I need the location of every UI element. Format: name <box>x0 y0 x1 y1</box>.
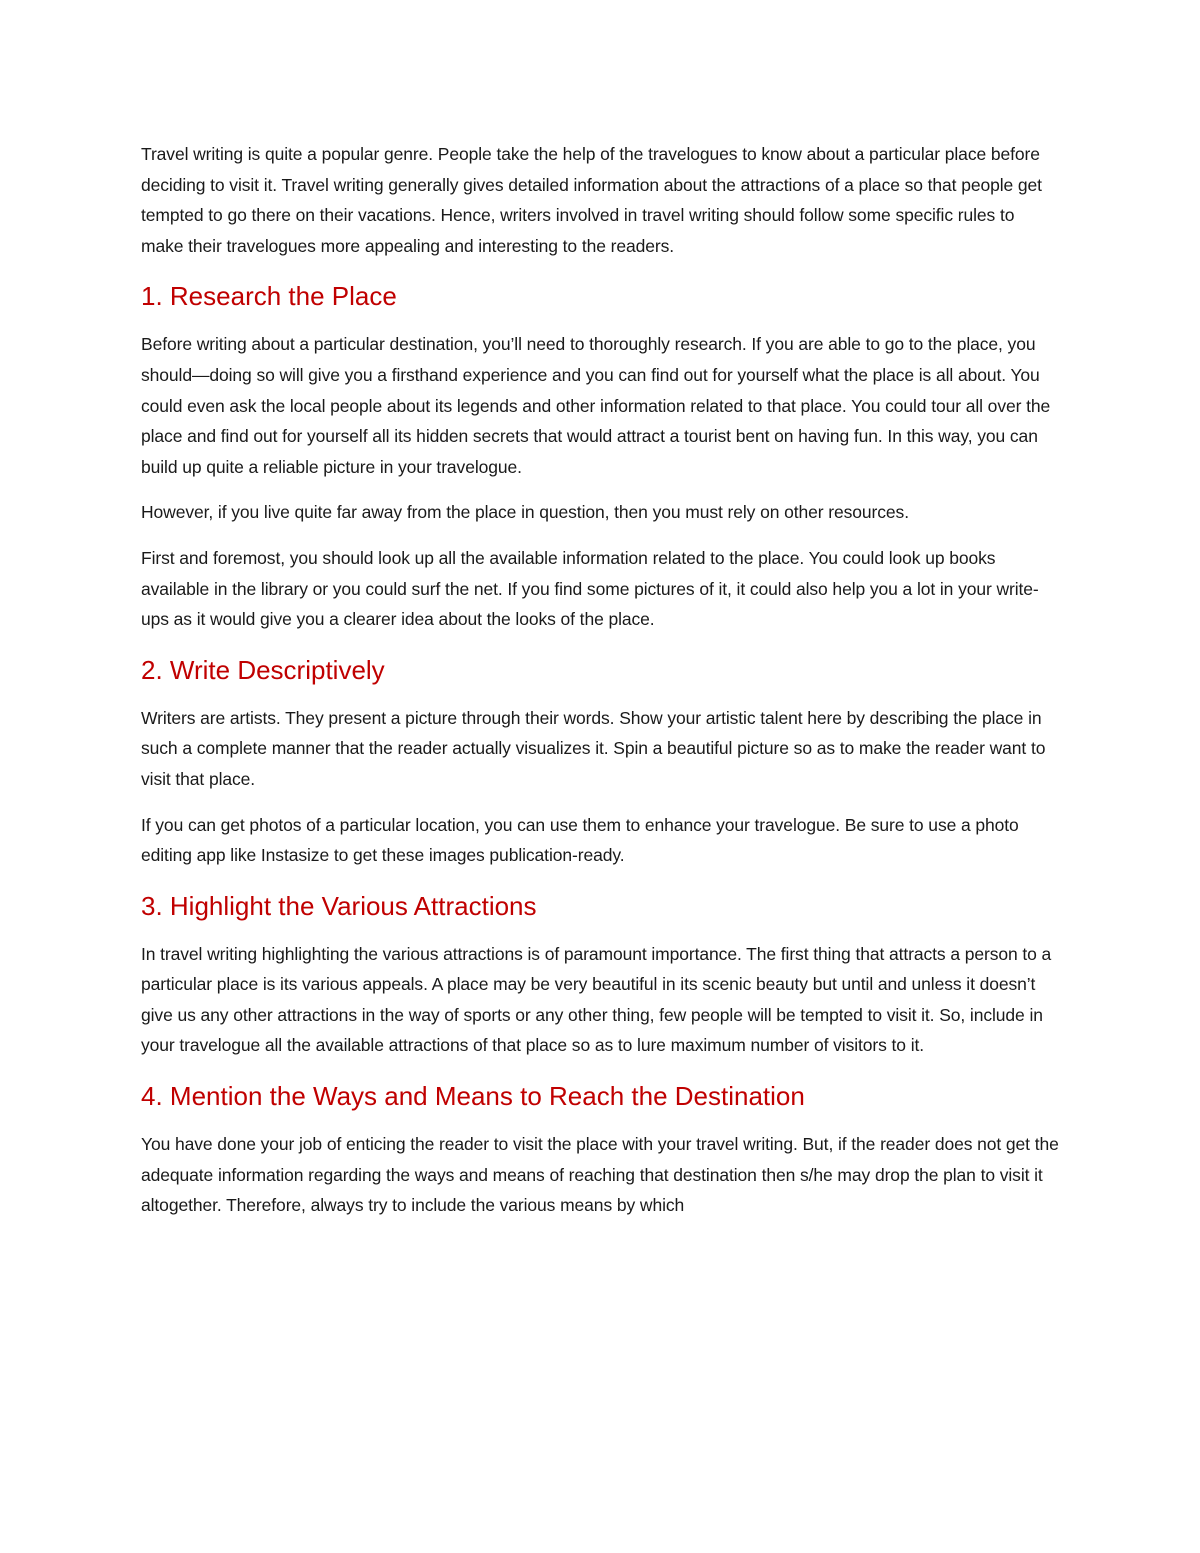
research-paragraph-1: Before writing about a particular destination, you’ll need to thoroughly research. If you are able to go to the place, you should—doing so will give you a firsthand experience and you can find out for yourself what the place is all about. You could even ask the local people about its legends and other information related to that place. You could tour all over the place and find out for yourself all its hidden secrets that would attract a tourist bent on having fun. In this way, you can build up quite a reliable picture in your travelogue. <box>141 334 1051 477</box>
document-body <box>141 139 1061 1236</box>
research-paragraph-2: However, if you live quite far away from the place in question, then you must rely on other resources. <box>141 502 909 523</box>
attractions-paragraph-1: In travel writing highlighting the various attractions is of paramount importance. The first thing that attracts a person to a particular place is its various appeals. A place may be very beautiful in its scenic beauty but until and unless it doesn’t give us any other attractions in the way of sports or any other thing, few people will be tempted to visit it. So, include in your travelogue all the available attractions of that place so as to lure maximum number of visitors to it. <box>141 943 1052 1056</box>
section-heading-ways-and-means: 4. Mention the Ways and Means to Reach the Destination <box>141 1081 805 1112</box>
section-heading-attractions: 3. Highlight the Various Attractions <box>141 890 537 921</box>
descriptive-paragraph-1: Writers are artists. They present a picture through their words. Show your artistic talent here by describing the place in such a complete manner that the reader actually visualizes it. Spin a beautiful picture so as to make the reader want to visit that place. <box>141 707 1046 789</box>
ways-paragraph-1: You have done your job of enticing the reader to visit the place with your travel writing. But, if the reader does not get the adequate information regarding the ways and means of reaching that destination then s/he may drop the plan to visit it altogether. Therefore, always try to include the various means by which <box>141 1134 1059 1216</box>
descriptive-paragraph-2: If you can get photos of a particular location, you can use them to enhance your travelogue. Be sure to use a photo editing app like Instasize to get these images publication-ready. <box>141 814 1019 866</box>
section-heading-write-descriptively: 2. Write Descriptively <box>141 654 385 685</box>
intro-paragraph: Travel writing is quite a popular genre. People take the help of the travelogues to know about a particular place before deciding to visit it. Travel writing generally gives detailed information about the attractions of a place so that people get tempted to go there on their vacations. Hence, writers involved in travel writing should follow some specific rules to make their travelogues more appealing and interesting to the readers. <box>141 144 1042 256</box>
research-paragraph-3: First and foremost, you should look up all the available information related to the place. You could look up books available in the library or you could surf the net. If you find some pictures of it, it could also help you a lot in your write-ups as it would give you a clearer idea about the looks of the place. <box>141 547 1039 630</box>
section-heading-research: 1. Research the Place <box>141 281 397 312</box>
